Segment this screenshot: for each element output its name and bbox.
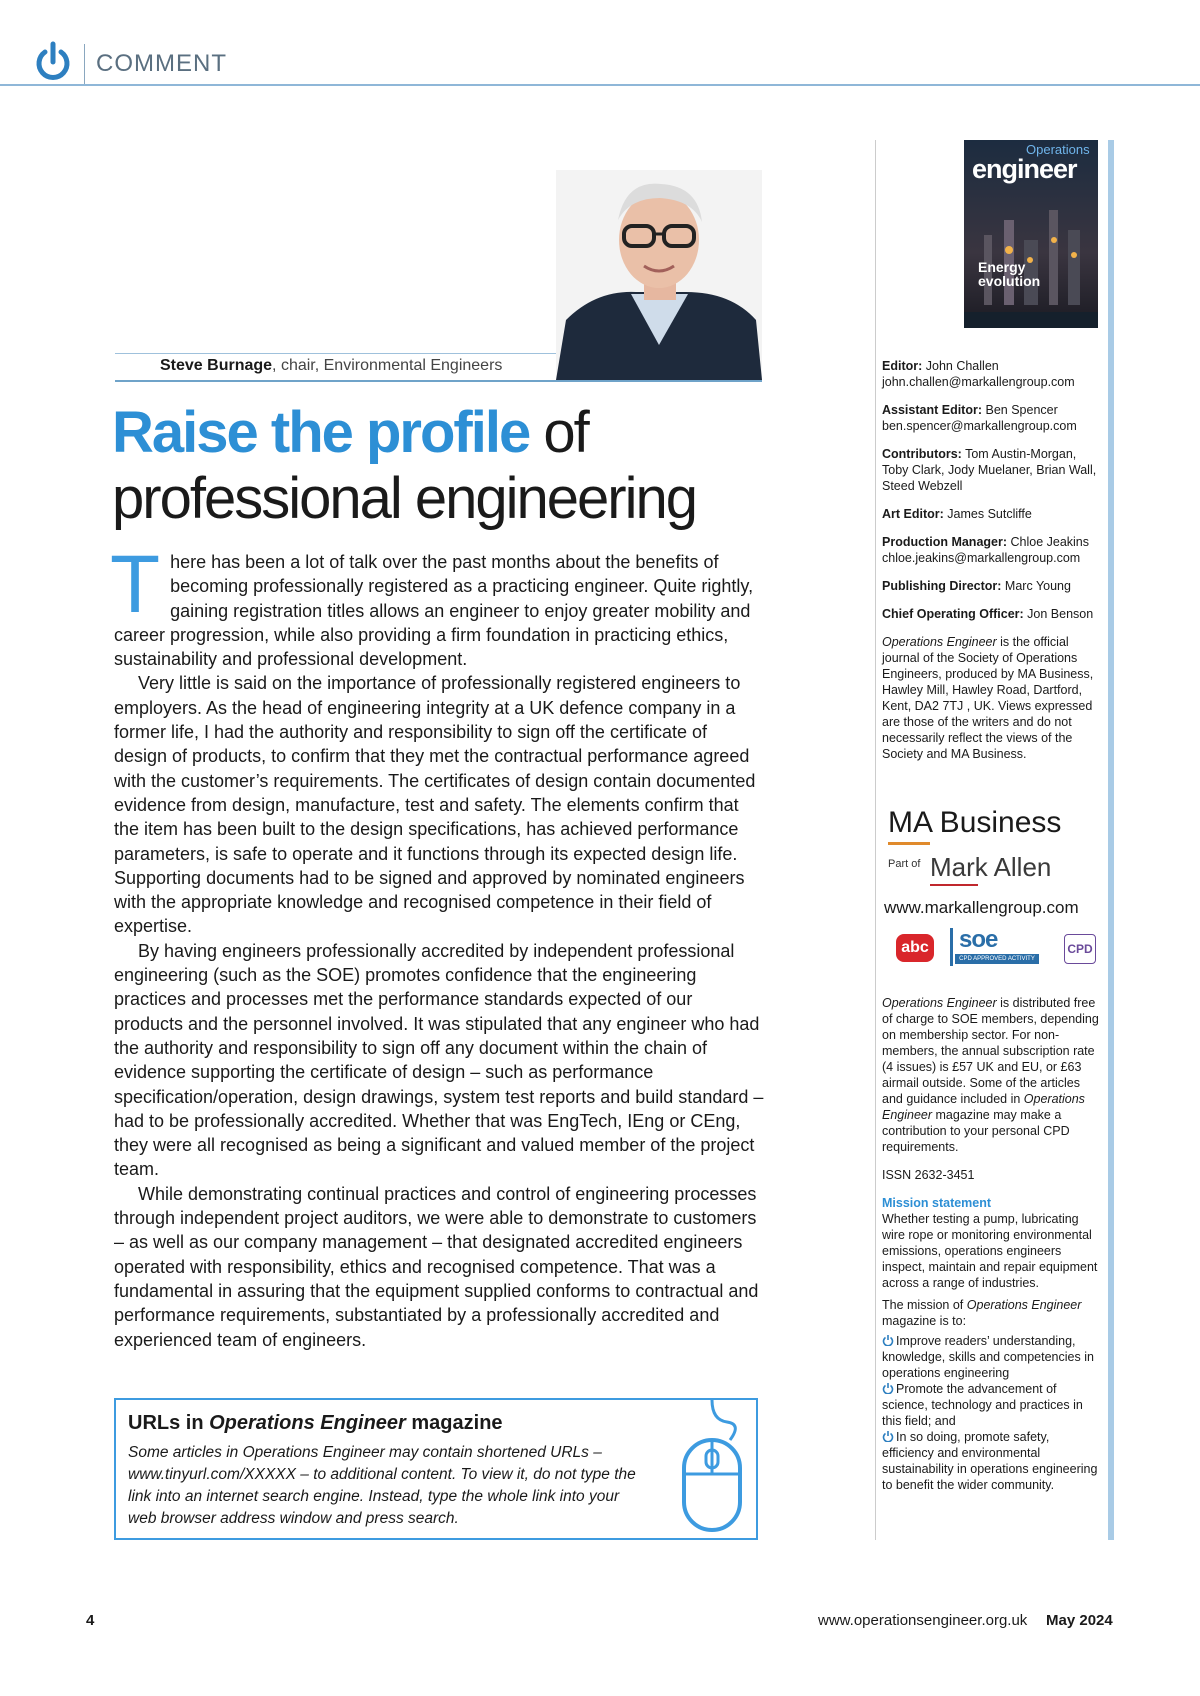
- production-manager-name: Chloe Jeakins: [1007, 535, 1090, 549]
- cpd-logo: CPD: [1064, 934, 1096, 964]
- mouse-icon: [672, 1400, 752, 1540]
- journal-name: Operations Engineer: [882, 635, 997, 649]
- cover-line1: Energy: [978, 259, 1026, 275]
- url-box-title: [128, 1412, 503, 1435]
- headline-highlight: Raise the profile: [112, 400, 530, 465]
- cover-line: [978, 260, 1040, 288]
- coo-label: Chief Operating Officer:: [882, 607, 1024, 621]
- production-manager-label: Production Manager:: [882, 535, 1008, 549]
- art-editor-name: James Sutcliffe: [943, 507, 1032, 521]
- distribution-text: [882, 995, 1104, 1155]
- coo-name: Jon Benson: [1023, 607, 1094, 621]
- page-number: 4: [86, 1612, 95, 1629]
- mission-item-text: In so doing, promote safety, efficiency and environmental sustainability in operations engineering to benefit the wider community.: [882, 1430, 1098, 1492]
- cover-brand-top: Operations: [1026, 142, 1090, 157]
- mission-intro-italic: Operations Engineer: [966, 1298, 1082, 1312]
- byline: [160, 357, 502, 375]
- mark-allen-underline: [930, 884, 978, 886]
- url-title-suffix: magazine: [405, 1412, 503, 1434]
- mission-item-text: Improve readers’ understanding, knowledge, skills and competencies in operations engineering: [882, 1334, 1094, 1380]
- issue-date: May 2024: [1046, 1612, 1113, 1629]
- byline-rule: [115, 380, 762, 382]
- power-bullet-icon: [882, 1430, 894, 1442]
- part-of-label: Part of: [888, 858, 921, 870]
- paragraph: Very little is said on the importance of professionally registered engineers to employers. As the head of engineering integrity at a UK defence company in a former life, I had the authority and responsibility to sign off the certificate of design of products, to confirm that they met the contractual performance agreed with the customer’s requirements. The certificates of design contain documented evidence from design, manufacture, test and safety. The elements confirm that the item has been built to the design specifications, has achieved performance parameters, is safe to operate and it functions through its expected design life. Supporting documents had to be signed and approved by nominated engineers with the appropriate knowledge and recognised competence in their field of expertise.: [114, 673, 756, 937]
- asst-editor-email: ben.spencer@markallengroup.com: [882, 419, 1077, 433]
- mission-intro-post: magazine is to:: [882, 1314, 967, 1328]
- distribution-and-mission: [882, 995, 1104, 1493]
- mission-text: Whether testing a pump, lubricating wire rope or monitoring environmental emissions, operations engineers inspect, maintain and repair equipment across a range of industries.: [882, 1212, 1098, 1290]
- distribution-italic: Operations Engineer: [882, 996, 997, 1010]
- ma-business-underline: [888, 842, 930, 845]
- publishing-director-label: Publishing Director:: [882, 579, 1002, 593]
- editor-label: Editor:: [882, 359, 923, 373]
- article-body: [110, 539, 764, 1352]
- asst-editor-label: Assistant Editor:: [882, 403, 983, 417]
- soe-logo: [950, 928, 1041, 966]
- url-info-box: [114, 1398, 758, 1540]
- mission-item-text: Promote the advancement of science, technology and practices in this field; and: [882, 1382, 1083, 1428]
- cover-line2: evolution: [978, 273, 1041, 289]
- header-rule: [0, 84, 1200, 86]
- url-title-prefix: URLs in: [128, 1412, 210, 1434]
- url-title-italic: Operations Engineer: [209, 1412, 406, 1434]
- section-label: COMMENT: [96, 50, 227, 77]
- magazine-cover: [964, 140, 1098, 328]
- contributors-label: Contributors:: [882, 447, 962, 461]
- mark-allen-logo: Mark Allen: [930, 852, 1052, 882]
- drop-cap: T: [110, 539, 161, 630]
- cover-brand: engineer: [972, 154, 1077, 184]
- masthead: [882, 358, 1104, 774]
- distribution-italic2: Operations Engineer: [882, 1092, 1085, 1122]
- sidebar-bar: [1108, 140, 1114, 1540]
- author-name: Steve Burnage: [160, 357, 273, 374]
- editor-name: John Challen: [922, 359, 999, 373]
- headline-rest: of: [529, 400, 588, 465]
- headline: [112, 400, 772, 532]
- paragraph: While demonstrating continual practices and control of engineering processes through independent project auditors, we were able to demonstrate to customers – as well as our company management – that designated accredited engineers operated with responsibility, ethics and recognised competence. That was a fundamental in assuring that the equipment supplied conforms to contractual and performance requirements, substantiated by a professionally accredited and experienced team of engineers.: [114, 1183, 759, 1350]
- accreditation-logos: [896, 928, 1106, 968]
- author-role: , chair, Environmental Engineers: [272, 357, 503, 374]
- power-bullet-icon: [882, 1382, 894, 1394]
- art-editor-label: Art Editor:: [882, 507, 944, 521]
- mission-item: [882, 1429, 1104, 1493]
- power-bullet-icon: [882, 1334, 894, 1346]
- production-manager-email: chloe.jeakins@markallengroup.com: [882, 551, 1081, 565]
- mission-item: [882, 1333, 1104, 1381]
- mission-heading: Mission statement: [882, 1196, 992, 1210]
- asst-editor-name: Ben Spencer: [982, 403, 1058, 417]
- contributors-names: Tom Austin-Morgan, Toby Clark, Jody Muelaner, Brian Wall, Steed Webzell: [882, 447, 1097, 493]
- author-photo: [556, 170, 762, 380]
- paragraph: here has been a lot of talk over the past months about the benefits of becoming professionally registered as a practicing engineer. Quite rightly, gaining registration titles allows an engineer to enjoy greater mobility and career progression, while also providing a firm foundation in practicing ethics, sustainability and professional development.: [114, 552, 754, 670]
- soe-logo-sub: CPD APPROVED ACTIVITY: [955, 954, 1039, 964]
- soe-logo-text: soe: [959, 926, 998, 953]
- url-box-body: Some articles in Operations Engineer may contain shortened URLs – www.tinyurl.com/XXXXX – to additional content. To view it, do not type the link into an internet search engine. Instead, type the whole link into your web browser address window and press search.: [128, 1444, 636, 1527]
- publishing-director-name: Marc Young: [1001, 579, 1071, 593]
- abc-logo: abc: [896, 934, 934, 962]
- distribution-text2: magazine may make a contribution to your personal CPD requirements.: [882, 1108, 1070, 1154]
- sidebar-rule: [875, 140, 876, 1540]
- distribution-text1: is distributed free of charge to SOE members, depending on membership sector. For non-members, the annual subscription rate (4 issues) is £57 UK and EU, or £63 airmail outside. Some of the articles and guidance included in: [882, 996, 1099, 1106]
- publisher-url: www.markallengroup.com: [884, 898, 1079, 917]
- issn: ISSN 2632-3451: [882, 1168, 975, 1182]
- editor-email: john.challen@markallengroup.com: [882, 375, 1075, 389]
- journal-text: is the official journal of the Society of Operations Engineers, produced by MA Business, Hawley Mill, Hawley Road, Dartford, Kent, DA2 7TJ , UK. Views expressed are those of the writers and do not necessarily reflect the views of the Society and MA Business.: [882, 635, 1094, 761]
- header-divider: [84, 44, 85, 84]
- mission-intro-pre: The mission of: [882, 1298, 967, 1312]
- paragraph: By having engineers professionally accredited by independent professional engineering (such as the SOE) promotes confidence that the engineering practices and processes met the performance standards expected of our products and the personnel involved. It was stipulated that any engineer who had the authority and responsibility to sign off any document within the chain of evidence supporting the certificate of design – such as performance specification/operation, design drawings, system test reports and build standard – had to be professionally accredited. Whether that was EngTech, IEng or CEng, they were all recognised as being a significant and valued member of the project team.: [114, 940, 764, 1180]
- ma-business-logo: MA Business: [888, 806, 1062, 839]
- byline-rule-top: [115, 353, 556, 354]
- mission-item: [882, 1381, 1104, 1429]
- footer-url: www.operationsengineer.org.uk: [818, 1612, 1028, 1629]
- headline-line2: professional engineering: [112, 466, 696, 531]
- power-icon: [33, 40, 73, 84]
